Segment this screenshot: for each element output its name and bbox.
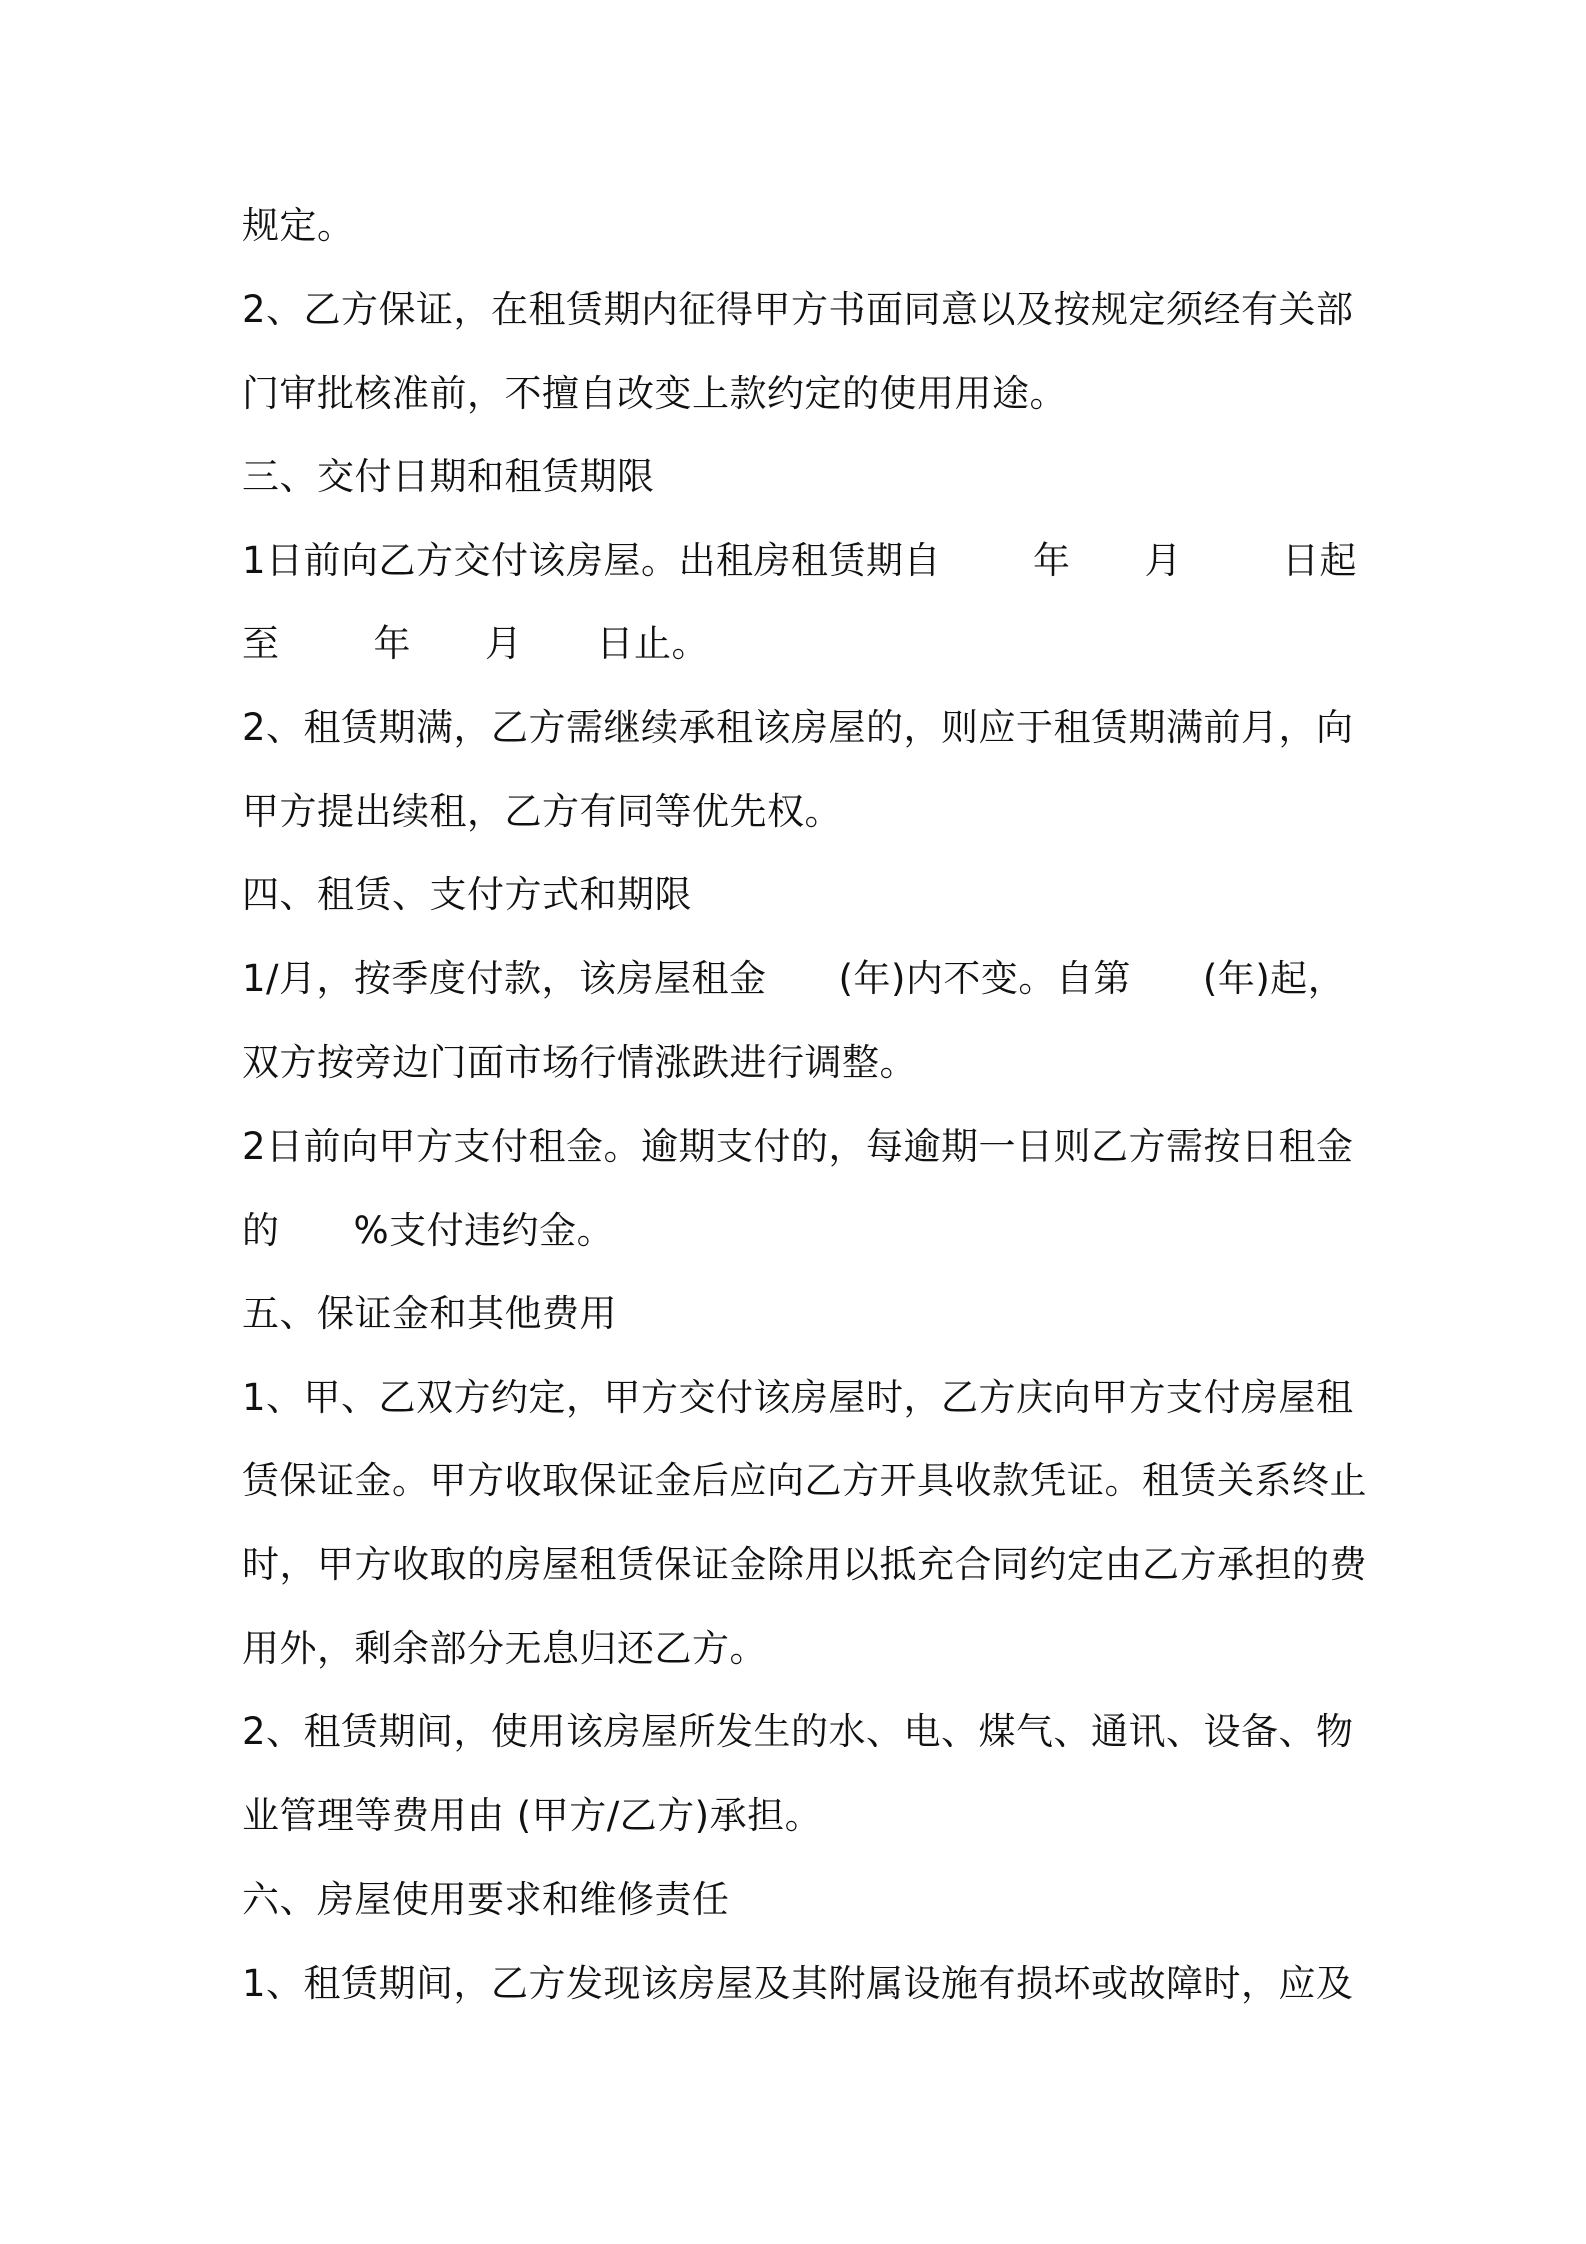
section-heading: 五、保证金和其他费用 [242, 1292, 617, 1335]
text-segment: 的 [242, 1209, 280, 1252]
text-segment: 月 [1144, 539, 1183, 582]
text-segment: 日起 [1282, 539, 1358, 582]
text-line: 甲方提出续租，乙方有同等优先权。 [242, 790, 842, 833]
text-line: 赁保证金。甲方收取保证金后应向乙方开具收款凭证。租赁关系终止 [242, 1459, 1367, 1502]
text-segment: 月 [485, 622, 523, 665]
text-line [242, 614, 1362, 674]
text-line [242, 1201, 1362, 1261]
text-segment: (年)内不变。自第 [838, 957, 1131, 1000]
text-line [242, 949, 1362, 1009]
text-line: 2、租赁期间，使用该房屋所发生的水、电、煤气、通讯、设备、物 [242, 1710, 1354, 1753]
text-segment: 1/月，按季度付款，该房屋租金 [242, 957, 767, 1000]
text-line: 2、乙方保证，在租赁期内征得甲方书面同意以及按规定须经有关部 [242, 288, 1354, 331]
text-segment: 日止。 [596, 622, 709, 665]
section-heading: 三、交付日期和租赁期限 [242, 455, 655, 498]
text-line: 用外，剩余部分无息归还乙方。 [242, 1627, 767, 1670]
text-line: 规定。 [242, 204, 355, 247]
text-segment: (年)起， [1202, 957, 1346, 1000]
text-segment: 年 [373, 622, 411, 665]
text-segment: %支付违约金。 [353, 1209, 615, 1252]
text-line: 1、租赁期间，乙方发现该房屋及其附属设施有损坏或故障时，应及 [242, 1962, 1354, 2005]
text-segment: 年 [1033, 539, 1071, 582]
text-line: 时，甲方收取的房屋租赁保证金除用以抵充合同约定由乙方承担的费 [242, 1543, 1367, 1586]
text-line: 门审批核准前，不擅自改变上款约定的使用用途。 [242, 372, 1067, 415]
text-line: 1、甲、乙双方约定，甲方交付该房屋时，乙方庆向甲方支付房屋租 [242, 1376, 1354, 1419]
text-line: 业管理等费用由 (甲方/乙方)承担。 [242, 1794, 823, 1837]
section-heading: 六、房屋使用要求和维修责任 [242, 1878, 730, 1921]
section-heading: 四、租赁、支付方式和期限 [242, 873, 692, 916]
text-segment: 1日前向乙方交付该房屋。出租房租赁期自 [242, 539, 942, 582]
text-line [242, 531, 1362, 591]
text-line: 2日前向甲方支付租金。逾期支付的，每逾期一日则乙方需按日租金 [242, 1125, 1354, 1168]
text-line: 双方按旁边门面市场行情涨跌进行调整。 [242, 1041, 917, 1084]
text-segment: 至 [242, 622, 280, 665]
text-line: 2、租赁期满，乙方需继续承租该房屋的，则应于租赁期满前月，向 [242, 706, 1354, 749]
